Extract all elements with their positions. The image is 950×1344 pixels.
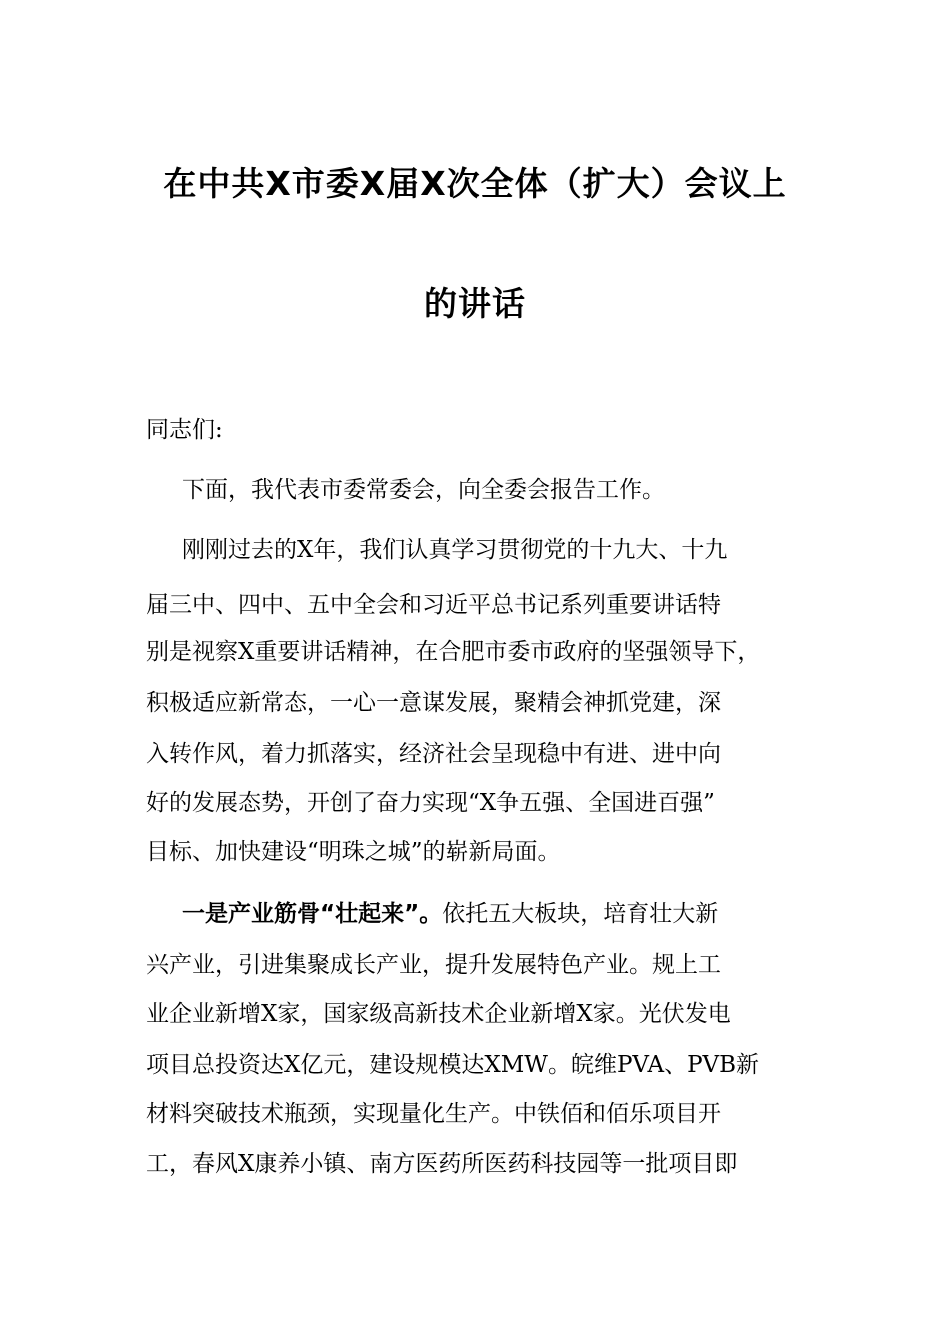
section-heading: 一是产业筋骨“壮起来”。 bbox=[182, 901, 443, 927]
paragraph-3-line-2: 兴产业，引进集聚成长产业，提升发展特色产业。规上工 bbox=[146, 952, 721, 978]
paragraph-2-line-1: 刚刚过去的X年，我们认真学习贯彻党的十九大、十九 bbox=[182, 537, 728, 563]
paragraph-3-line-6: 工，春风X康养小镇、南方医药所医药科技园等一批项目即 bbox=[146, 1151, 738, 1177]
paragraph-2-line-4: 积极适应新常态，一心一意谋发展，聚精会神抓党建，深 bbox=[146, 690, 721, 716]
paragraph-2-line-3: 别是视察X重要讲话精神，在合肥市委市政府的坚强领导下， bbox=[146, 639, 761, 665]
document-title-line-1: 在中共X市委X届X次全体（扩大）会议上 bbox=[163, 164, 787, 203]
paragraph-2-line-2: 届三中、四中、五中全会和习近平总书记系列重要讲话特 bbox=[146, 592, 721, 618]
paragraph-3-line-5: 材料突破技术瓶颈，实现量化生产。中铁佰和佰乐项目开 bbox=[146, 1101, 721, 1127]
document-title-line-2: 的讲话 bbox=[424, 284, 526, 323]
salutation: 同志们: bbox=[146, 417, 223, 443]
paragraph-2-line-6: 好的发展态势，开创了奋力实现“X争五强、全国进百强” bbox=[146, 790, 715, 816]
paragraph-3-line-1 bbox=[182, 898, 718, 930]
paragraph-1: 下面，我代表市委常委会，向全委会报告工作。 bbox=[182, 477, 665, 503]
paragraph-2-line-7: 目标、加快建设“明珠之城”的崭新局面。 bbox=[146, 839, 561, 865]
paragraph-2-line-5: 入转作风，着力抓落实，经济社会呈现稳中有进、进中向 bbox=[146, 741, 721, 767]
paragraph-3-line-4: 项目总投资达X亿元，建设规模达XMW。皖维PVA、PVB新 bbox=[146, 1052, 760, 1078]
paragraph-3-line-1-rest: 依托五大板块，培育壮大新 bbox=[442, 901, 719, 927]
paragraph-3-line-3: 业企业新增X家，国家级高新技术企业新增X家。光伏发电 bbox=[146, 1001, 731, 1027]
